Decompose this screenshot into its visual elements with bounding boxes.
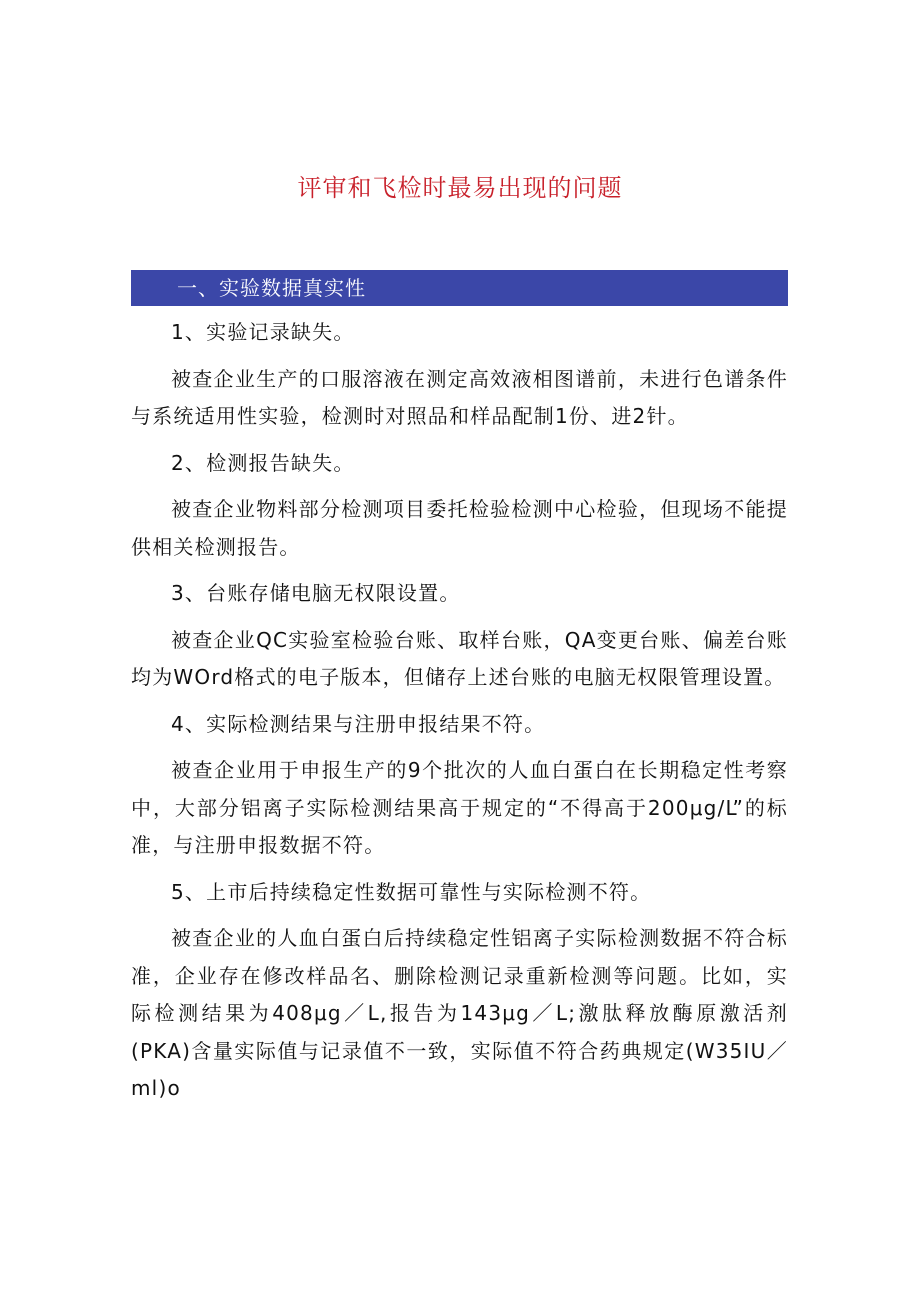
item-heading: 5、上市后持续稳定性数据可靠性与实际检测不符。 (171, 879, 652, 904)
item-heading: 1、实验记录缺失。 (171, 320, 355, 344)
item-body: 被查企业的人血白蛋白后持续稳定性铝离子实际检测数据不符合标准，企业存在修改样品名、删除检测记录重新检测等问题。比如，实际检测结果为408μg／L,报告为143μg／L;激肽释放酶原激活剂(PKA)含量实际值与记录值不一致，实际值不符合药典规定(W35IU／ml)o (131, 926, 788, 1100)
item-body: 被查企业QC实验室检验台账、取样台账，QA变更台账、偏差台账均为WOrd格式的电子版本，但储存上述台账的电脑无权限管理设置。 (131, 627, 788, 689)
item-heading: 3、台账存储电脑无权限设置。 (171, 581, 461, 605)
item-body: 被查企业生产的口服溶液在测定高效液相图谱前，未进行色谱条件与系统适用性实验，检测时对照品和样品配制1份、进2针。 (131, 366, 788, 428)
page-title: 评审和飞检时最易出现的问题 (297, 174, 623, 202)
item-body: 被查企业物料部分检测项目委托检验检测中心检验，但现场不能提供相关检测报告。 (131, 497, 788, 559)
item-heading: 4、实际检测结果与注册申报结果不符。 (171, 711, 546, 736)
item-body: 被查企业用于申报生产的9个批次的人血白蛋白在长期稳定性考察中，大部分铝离子实际检测结果高于规定的“不得高于200μg/L”的标准，与注册申报数据不符。 (131, 758, 788, 857)
section-content (131, 314, 788, 1117)
section-heading: 一、实验数据真实性 (131, 270, 788, 306)
item-heading: 2、检测报告缺失。 (171, 450, 355, 475)
